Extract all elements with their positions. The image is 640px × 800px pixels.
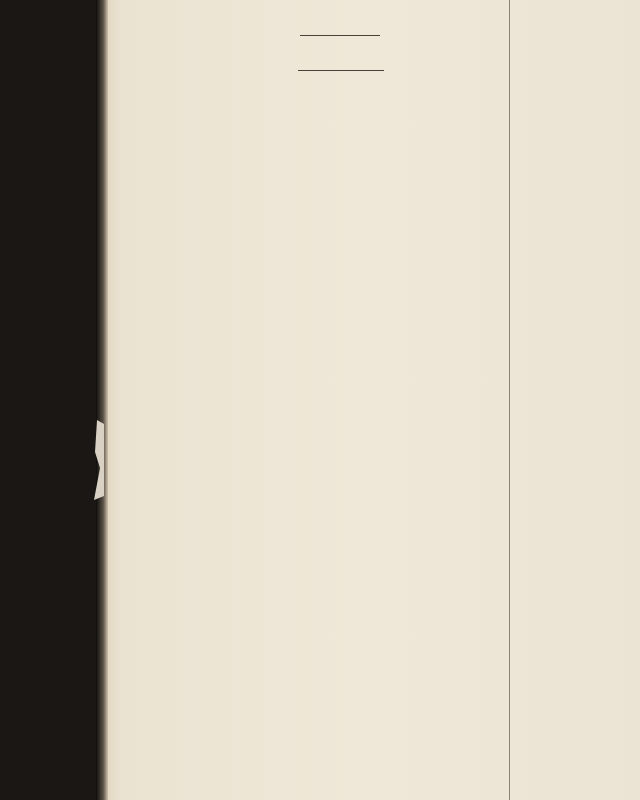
headline-rule-bottom	[298, 70, 384, 71]
page-edge-shadow	[96, 0, 108, 800]
newspaper-page	[100, 0, 640, 800]
headline-rule-top	[300, 35, 380, 36]
column-rule	[509, 0, 510, 800]
